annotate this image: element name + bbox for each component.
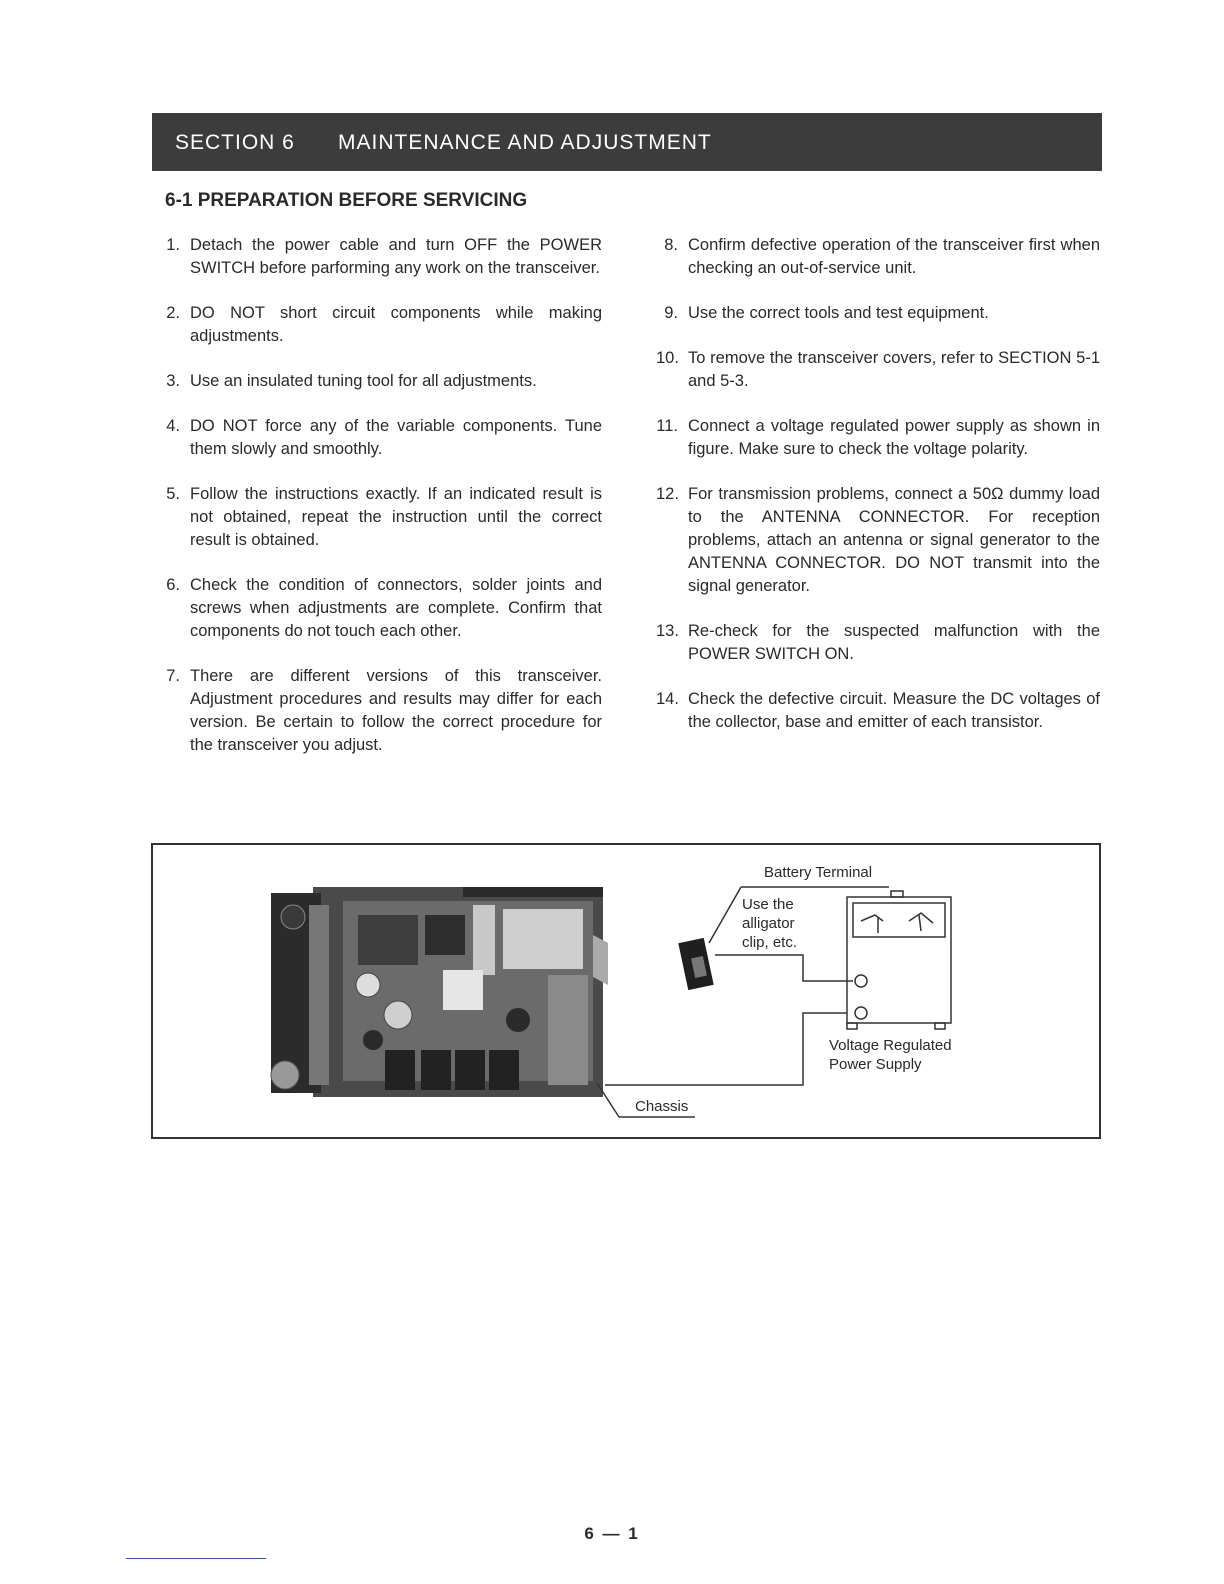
transceiver-photo bbox=[271, 887, 608, 1097]
list-item bbox=[656, 415, 1100, 461]
list-item bbox=[656, 347, 1100, 393]
alligator-clip bbox=[678, 938, 713, 990]
power-supply-connection-figure bbox=[151, 843, 1101, 1139]
item-number: 8. bbox=[664, 236, 678, 254]
list-item bbox=[656, 688, 1100, 734]
item-number: 13. bbox=[656, 622, 679, 640]
power-supply-unit bbox=[847, 891, 951, 1029]
list-item bbox=[160, 415, 602, 461]
section-title: MAINTENANCE AND ADJUSTMENT bbox=[338, 131, 712, 154]
item-number: 6. bbox=[166, 576, 180, 594]
right-column bbox=[656, 234, 1100, 756]
psu-label-line2: Power Supply bbox=[829, 1056, 922, 1073]
item-text: Connect a voltage regulated power supply as shown in figure. Make sure to check the voltage polarity. bbox=[688, 417, 1100, 458]
chassis-label: Chassis bbox=[635, 1098, 689, 1115]
item-number: 1. bbox=[166, 236, 180, 254]
item-number: 10. bbox=[656, 349, 679, 367]
list-item bbox=[160, 370, 602, 393]
item-text: For transmission problems, connect a 50Ω dummy load to the ANTENNA CONNECTOR. For reception problems, attach an antenna or signal generator to the ANTENNA CONNECTOR. DO NOT transmit into the signal generator. bbox=[688, 485, 1100, 595]
item-number: 7. bbox=[166, 667, 180, 685]
item-number: 14. bbox=[656, 690, 679, 708]
item-text: Follow the instructions exactly. If an indicated result is not obtained, repeat the instruction until the correct result is obtained. bbox=[190, 485, 602, 549]
item-text: Detach the power cable and turn OFF the POWER SWITCH before parforming any work on the transceiver. bbox=[190, 236, 602, 277]
item-number: 9. bbox=[664, 304, 678, 322]
list-item bbox=[160, 665, 602, 757]
list-item bbox=[656, 483, 1100, 598]
wiring-diagram bbox=[153, 845, 1099, 1137]
battery-terminal-label: Battery Terminal bbox=[764, 864, 873, 881]
list-item bbox=[656, 620, 1100, 666]
clip-label-line2: alligator bbox=[742, 915, 795, 932]
item-number: 12. bbox=[656, 485, 679, 503]
item-text: To remove the transceiver covers, refer to SECTION 5-1 and 5-3. bbox=[688, 349, 1100, 390]
clip-label-line1: Use the bbox=[742, 896, 794, 913]
list-item bbox=[160, 574, 602, 643]
list-item bbox=[160, 234, 602, 280]
list-item bbox=[160, 302, 602, 348]
item-text: DO NOT short circuit components while making adjustments. bbox=[190, 304, 602, 345]
item-text: Re-check for the suspected malfunction with the POWER SWITCH ON. bbox=[688, 622, 1100, 663]
section-number: SECTION 6 bbox=[175, 131, 295, 154]
item-number: 4. bbox=[166, 417, 180, 435]
section-header-bar bbox=[152, 113, 1102, 171]
clip-label-line3: clip, etc. bbox=[742, 934, 798, 951]
footer-rule bbox=[126, 1558, 266, 1559]
item-text: Check the defective circuit. Measure the DC voltages of the collector, base and emitter of each transistor. bbox=[688, 690, 1100, 731]
list-item bbox=[656, 234, 1100, 280]
item-number: 3. bbox=[166, 372, 180, 390]
item-text: There are different versions of this transceiver. Adjustment procedures and results may differ for each version. Be certain to follow the correct procedure for the transceiver you adjust. bbox=[190, 667, 602, 754]
left-column bbox=[160, 234, 602, 779]
item-text: Check the condition of connectors, solder joints and screws when adjustments are complete. Confirm that components do not touch each other. bbox=[190, 576, 602, 640]
item-number: 2. bbox=[166, 304, 180, 322]
list-item bbox=[160, 483, 602, 552]
item-text: Use the correct tools and test equipment. bbox=[688, 304, 989, 322]
item-number: 5. bbox=[166, 485, 180, 503]
item-text: Use an insulated tuning tool for all adjustments. bbox=[190, 372, 537, 390]
psu-label-line1: Voltage Regulated bbox=[829, 1037, 952, 1054]
item-text: Confirm defective operation of the transceiver first when checking an out-of-service unit. bbox=[688, 236, 1100, 277]
subsection-title: 6-1 PREPARATION BEFORE SERVICING bbox=[165, 190, 528, 211]
item-text: DO NOT force any of the variable components. Tune them slowly and smoothly. bbox=[190, 417, 602, 458]
list-item bbox=[656, 302, 1100, 325]
page-number: 6 — 1 bbox=[584, 1524, 640, 1543]
item-number: 11. bbox=[656, 417, 678, 435]
